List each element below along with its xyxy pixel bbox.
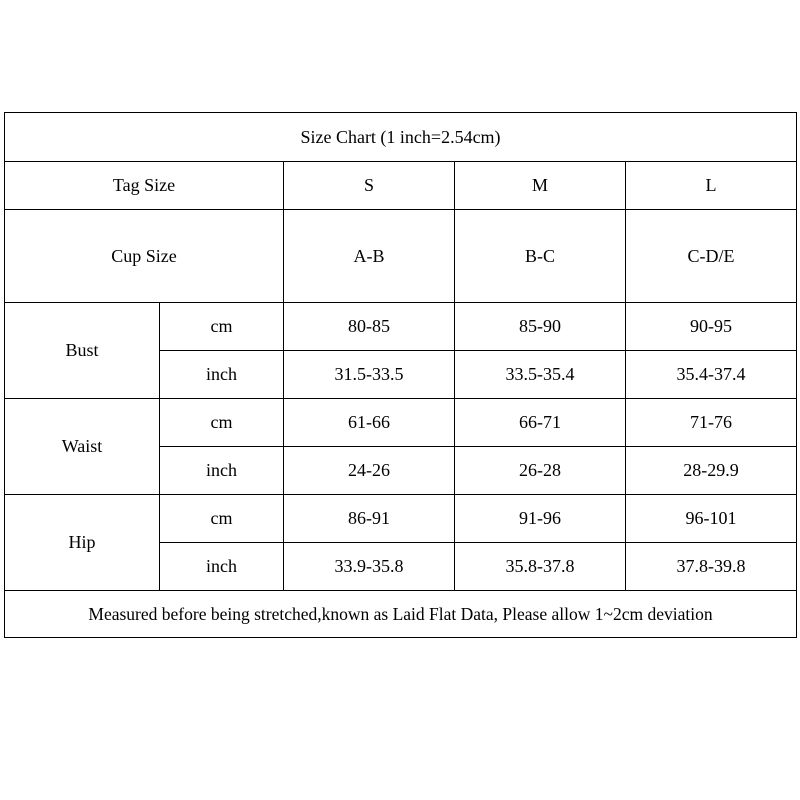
- unit-label: inch: [160, 351, 284, 399]
- cup-size-label: Cup Size: [5, 210, 284, 303]
- cup-size-m: B-C: [455, 210, 626, 303]
- waist-label: Waist: [5, 399, 160, 495]
- unit-label: cm: [160, 303, 284, 351]
- unit-label: inch: [160, 447, 284, 495]
- cup-size-s: A-B: [284, 210, 455, 303]
- tag-size-m: M: [455, 162, 626, 210]
- unit-label: cm: [160, 399, 284, 447]
- table-cell: 96-101: [626, 495, 797, 543]
- hip-cm-row: [5, 495, 797, 543]
- tag-size-row: [5, 162, 797, 210]
- bust-label: Bust: [5, 303, 160, 399]
- table-cell: 33.9-35.8: [284, 543, 455, 591]
- tag-size-l: L: [626, 162, 797, 210]
- table-cell: 28-29.9: [626, 447, 797, 495]
- unit-label: inch: [160, 543, 284, 591]
- table-cell: 33.5-35.4: [455, 351, 626, 399]
- tag-size-label: Tag Size: [5, 162, 284, 210]
- table-cell: 24-26: [284, 447, 455, 495]
- table-cell: 86-91: [284, 495, 455, 543]
- tag-size-s: S: [284, 162, 455, 210]
- table-cell: 91-96: [455, 495, 626, 543]
- chart-title: Size Chart (1 inch=2.54cm): [5, 113, 797, 162]
- bust-cm-row: [5, 303, 797, 351]
- hip-label: Hip: [5, 495, 160, 591]
- table-cell: 35.8-37.8: [455, 543, 626, 591]
- cup-size-l: C-D/E: [626, 210, 797, 303]
- table-cell: 66-71: [455, 399, 626, 447]
- cup-size-row: [5, 210, 797, 303]
- table-cell: 71-76: [626, 399, 797, 447]
- table-cell: 90-95: [626, 303, 797, 351]
- table-cell: 35.4-37.4: [626, 351, 797, 399]
- waist-cm-row: [5, 399, 797, 447]
- measurement-note: Measured before being stretched,known as Laid Flat Data, Please allow 1~2cm deviation: [5, 591, 797, 638]
- table-cell: 80-85: [284, 303, 455, 351]
- note-row: [5, 591, 797, 638]
- unit-label: cm: [160, 495, 284, 543]
- table-cell: 31.5-33.5: [284, 351, 455, 399]
- title-row: [5, 113, 797, 162]
- size-chart-table: [4, 112, 797, 638]
- table-cell: 37.8-39.8: [626, 543, 797, 591]
- table-cell: 26-28: [455, 447, 626, 495]
- table-cell: 85-90: [455, 303, 626, 351]
- table-cell: 61-66: [284, 399, 455, 447]
